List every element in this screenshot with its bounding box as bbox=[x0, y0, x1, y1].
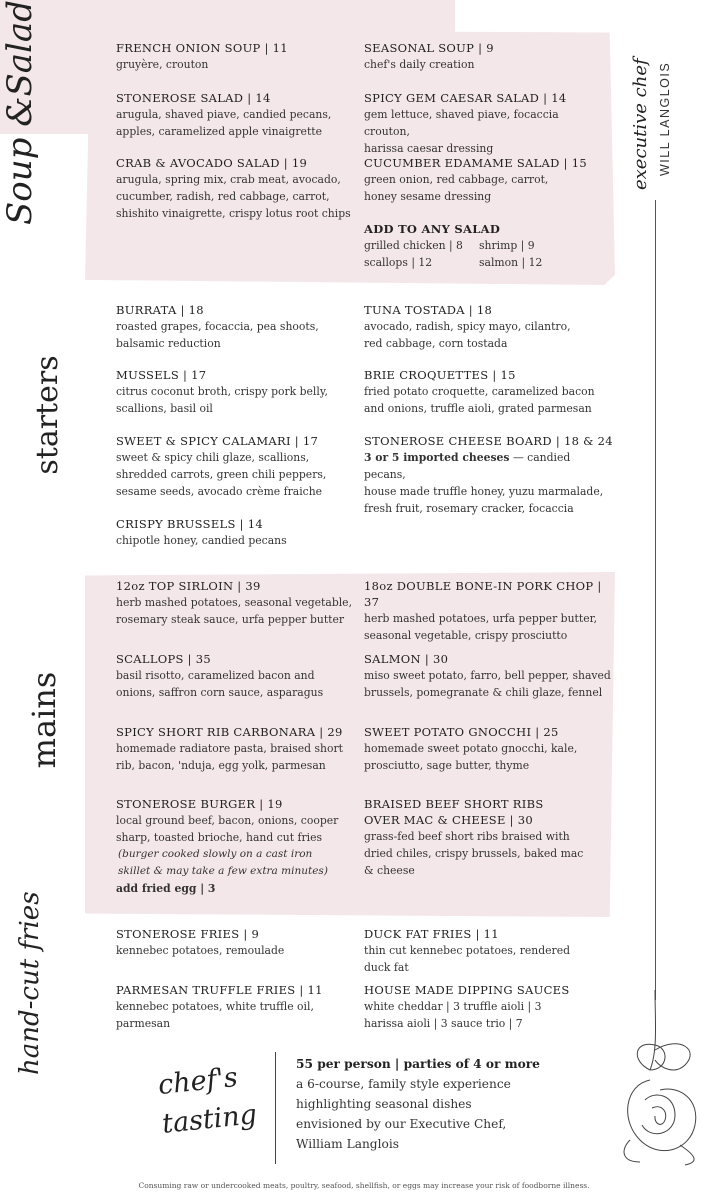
addons-title: ADD TO ANY SALAD bbox=[364, 222, 501, 236]
item-extra: add fried egg | 3 bbox=[116, 882, 216, 895]
item-desc: chipotle honey, candied pecans bbox=[116, 534, 287, 547]
menu-item bbox=[116, 302, 356, 352]
tasting-headline: 55 per person | parties of 4 or more bbox=[296, 1057, 540, 1071]
menu-item bbox=[364, 90, 604, 157]
addons-grid bbox=[364, 237, 604, 271]
tasting-description bbox=[296, 1054, 561, 1154]
item-desc: red cabbage, corn tostada bbox=[364, 337, 508, 350]
item-name: STONEROSE SALAD | 14 bbox=[116, 91, 271, 105]
item-desc: avocado, radish, spicy mayo, cilantro, bbox=[364, 320, 571, 333]
item-desc: seasonal vegetable, crispy prosciutto bbox=[364, 629, 568, 642]
item-desc: chef's daily creation bbox=[364, 58, 475, 71]
decorative-stem-line bbox=[655, 200, 656, 1000]
item-note: (burger cooked slowly on a cast iron bbox=[118, 848, 313, 860]
menu-item bbox=[364, 651, 614, 701]
item-desc: herb mashed potatoes, seasonal vegetable, bbox=[116, 596, 353, 609]
item-name: BURRATA | 18 bbox=[116, 303, 204, 317]
item-name: SCALLOPS | 35 bbox=[116, 652, 212, 666]
menu-item bbox=[116, 90, 356, 140]
item-desc: kennebec potatoes, white truffle oil, bbox=[116, 1000, 314, 1013]
item-desc: house made truffle honey, yuzu marmalade, bbox=[364, 485, 604, 498]
item-desc: & cheese bbox=[364, 864, 415, 877]
item-name: SWEET POTATO GNOCCHI | 25 bbox=[364, 725, 559, 739]
item-desc: herb mashed potatoes, urfa pepper butter, bbox=[364, 612, 597, 625]
item-desc: balsamic reduction bbox=[116, 337, 221, 350]
item-desc: sharp, toasted brioche, hand cut fries bbox=[116, 831, 323, 844]
item-name: BRAISED BEEF SHORT RIBS bbox=[364, 797, 544, 811]
item-desc: rib, bacon, 'nduja, egg yolk, parmesan bbox=[116, 759, 326, 772]
item-name: CRAB & AVOCADO SALAD | 19 bbox=[116, 156, 308, 170]
item-name: DUCK FAT FRIES | 11 bbox=[364, 927, 499, 941]
item-note: skillet & may take a few extra minutes) bbox=[118, 865, 328, 877]
item-name: CRISPY BRUSSELS | 14 bbox=[116, 517, 263, 531]
item-desc: thin cut kennebec potatoes, rendered bbox=[364, 944, 571, 957]
tasting-label-line2: tasting bbox=[160, 1099, 259, 1140]
menu-item bbox=[364, 40, 604, 73]
menu-item bbox=[364, 155, 604, 205]
item-desc: prosciutto, sage butter, thyme bbox=[364, 759, 530, 772]
item-desc: apples, caramelized apple vinaigrette bbox=[116, 125, 323, 138]
executive-chef-title: executive chef bbox=[630, 58, 651, 190]
item-desc: scallions, basil oil bbox=[116, 402, 213, 415]
item-desc: dried chiles, crispy brussels, baked mac bbox=[364, 847, 584, 860]
tasting-body-line: highlighting seasonal dishes bbox=[296, 1097, 472, 1111]
menu-item bbox=[116, 516, 356, 549]
item-name: TUNA TOSTADA | 18 bbox=[364, 303, 493, 317]
mains-label-text: mains bbox=[25, 671, 63, 769]
item-name: FRENCH ONION SOUP | 11 bbox=[116, 41, 288, 55]
item-desc bbox=[364, 449, 614, 483]
item-name: HOUSE MADE DIPPING SAUCES bbox=[364, 983, 570, 997]
item-name: SALMON | 30 bbox=[364, 652, 449, 666]
item-name: STONEROSE CHEESE BOARD | 18 & 24 bbox=[364, 434, 613, 448]
item-name: SEASONAL SOUP | 9 bbox=[364, 41, 494, 55]
chefs-tasting-label bbox=[150, 1052, 260, 1162]
fries-label-text: hand-cut fries bbox=[15, 891, 45, 1075]
item-desc: fried potato croquette, caramelized bacon bbox=[364, 385, 595, 398]
section-label-starters bbox=[30, 345, 70, 485]
item-desc: miso sweet potato, farro, bell pepper, shaved bbox=[364, 669, 611, 682]
item-desc: shredded carrots, green chili peppers, bbox=[116, 468, 327, 481]
addon-item: grilled chicken | 8 bbox=[364, 239, 463, 252]
item-name: SPICY SHORT RIB CARBONARA | 29 bbox=[116, 725, 343, 739]
item-desc: and onions, truffle aioli, grated parmesan bbox=[364, 402, 592, 415]
item-desc-rest: — candied pecans, bbox=[364, 451, 571, 481]
menu-item bbox=[364, 433, 614, 517]
item-desc: arugula, spring mix, crab meat, avocado, bbox=[116, 173, 341, 186]
tasting-body-line: envisioned by our Executive Chef, bbox=[296, 1117, 507, 1131]
executive-chef-name: WILL LANGLOIS bbox=[658, 61, 672, 176]
section-label-fries bbox=[15, 891, 55, 1075]
tasting-body-line: William Langlois bbox=[296, 1137, 399, 1151]
menu-item bbox=[364, 578, 614, 644]
tasting-divider bbox=[275, 1052, 276, 1164]
item-desc: basil risotto, caramelized bacon and bbox=[116, 669, 315, 682]
executive-chef-block bbox=[630, 60, 680, 190]
item-desc: honey sesame dressing bbox=[364, 190, 492, 203]
tasting-label-line1: chef's bbox=[156, 1061, 240, 1102]
item-name: SWEET & SPICY CALAMARI | 17 bbox=[116, 434, 319, 448]
menu-item bbox=[116, 724, 356, 774]
item-name: SPICY GEM CAESAR SALAD | 14 bbox=[364, 91, 567, 105]
item-desc: gem lettuce, shaved piave, focaccia crouton, bbox=[364, 108, 559, 138]
addon-item: shrimp | 9 bbox=[479, 239, 535, 252]
section-label-soup-salad bbox=[0, 0, 65, 225]
section-label-mains bbox=[25, 665, 65, 775]
addon-item: scallops | 12 bbox=[364, 256, 433, 269]
item-desc: grass-fed beef short ribs braised with bbox=[364, 830, 570, 843]
starters-label-text: starters bbox=[30, 355, 65, 475]
item-name: 18oz DOUBLE BONE-IN PORK CHOP | 37 bbox=[364, 579, 602, 609]
item-desc: duck fat bbox=[364, 961, 409, 974]
item-name: CUCUMBER EDAMAME SALAD | 15 bbox=[364, 156, 588, 170]
menu-item bbox=[364, 926, 604, 976]
item-desc: arugula, shaved piave, candied pecans, bbox=[116, 108, 332, 121]
menu-item bbox=[116, 155, 361, 222]
item-desc: cucumber, radish, red cabbage, carrot, bbox=[116, 190, 330, 203]
menu-item bbox=[116, 578, 356, 628]
item-desc: homemade sweet potato gnocchi, kale, bbox=[364, 742, 578, 755]
item-desc: roasted grapes, focaccia, pea shoots, bbox=[116, 320, 319, 333]
item-name-line2: OVER MAC & CHEESE | 30 bbox=[364, 813, 533, 827]
item-name: PARMESAN TRUFFLE FRIES | 11 bbox=[116, 983, 323, 997]
menu-item bbox=[116, 40, 356, 73]
menu-item bbox=[364, 796, 604, 879]
item-name: STONEROSE FRIES | 9 bbox=[116, 927, 260, 941]
item-name: STONEROSE BURGER | 19 bbox=[116, 797, 283, 811]
item-name: 12oz TOP SIRLOIN | 39 bbox=[116, 579, 261, 593]
item-desc: white cheddar | 3 truffle aioli | 3 bbox=[364, 1000, 542, 1013]
item-name: BRIE CROQUETTES | 15 bbox=[364, 368, 516, 382]
item-desc: harissa aioli | 3 sauce trio | 7 bbox=[364, 1017, 523, 1030]
menu-item bbox=[116, 926, 356, 959]
item-desc: onions, saffron corn sauce, asparagus bbox=[116, 686, 324, 699]
item-desc: rosemary steak sauce, urfa pepper butter bbox=[116, 613, 345, 626]
item-desc: local ground beef, bacon, onions, cooper bbox=[116, 814, 339, 827]
menu-item bbox=[116, 796, 356, 897]
item-desc: parmesan bbox=[116, 1017, 171, 1030]
addon-item: salmon | 12 bbox=[479, 256, 543, 269]
item-desc: citrus coconut broth, crispy pork belly, bbox=[116, 385, 328, 398]
foodborne-illness-disclaimer: Consuming raw or undercooked meats, poultry, seafood, shellfish, or eggs may increase your risk of foodborne illness. bbox=[138, 1181, 590, 1190]
item-desc: shishito vinaigrette, crispy lotus root chips bbox=[116, 207, 351, 220]
menu-item bbox=[116, 367, 356, 417]
menu-item bbox=[364, 724, 604, 774]
item-desc: kennebec potatoes, remoulade bbox=[116, 944, 285, 957]
item-desc: harissa caesar dressing bbox=[364, 142, 494, 155]
item-desc: brussels, pomegranate & chili glaze, fennel bbox=[364, 686, 603, 699]
rose-illustration-icon bbox=[610, 990, 710, 1170]
item-desc-bold: 3 or 5 imported cheeses bbox=[364, 451, 510, 464]
menu-item bbox=[116, 982, 356, 1032]
salad-addons bbox=[364, 221, 604, 271]
item-desc: homemade radiatore pasta, braised short bbox=[116, 742, 343, 755]
menu-item bbox=[364, 367, 604, 417]
menu-item bbox=[364, 302, 604, 352]
item-desc: green onion, red cabbage, carrot, bbox=[364, 173, 549, 186]
item-desc: fresh fruit, rosemary cracker, focaccia bbox=[364, 502, 574, 515]
item-desc: sesame seeds, avocado crème fraiche bbox=[116, 485, 323, 498]
menu-item bbox=[116, 651, 356, 701]
menu-item bbox=[116, 433, 356, 500]
soup-salad-label-text: Soup &Salad bbox=[0, 0, 40, 225]
tasting-body-line: a 6-course, family style experience bbox=[296, 1077, 511, 1091]
item-desc: gruyère, crouton bbox=[116, 58, 209, 71]
item-name: MUSSELS | 17 bbox=[116, 368, 207, 382]
item-desc: sweet & spicy chili glaze, scallions, bbox=[116, 451, 310, 464]
menu-item bbox=[364, 982, 604, 1032]
